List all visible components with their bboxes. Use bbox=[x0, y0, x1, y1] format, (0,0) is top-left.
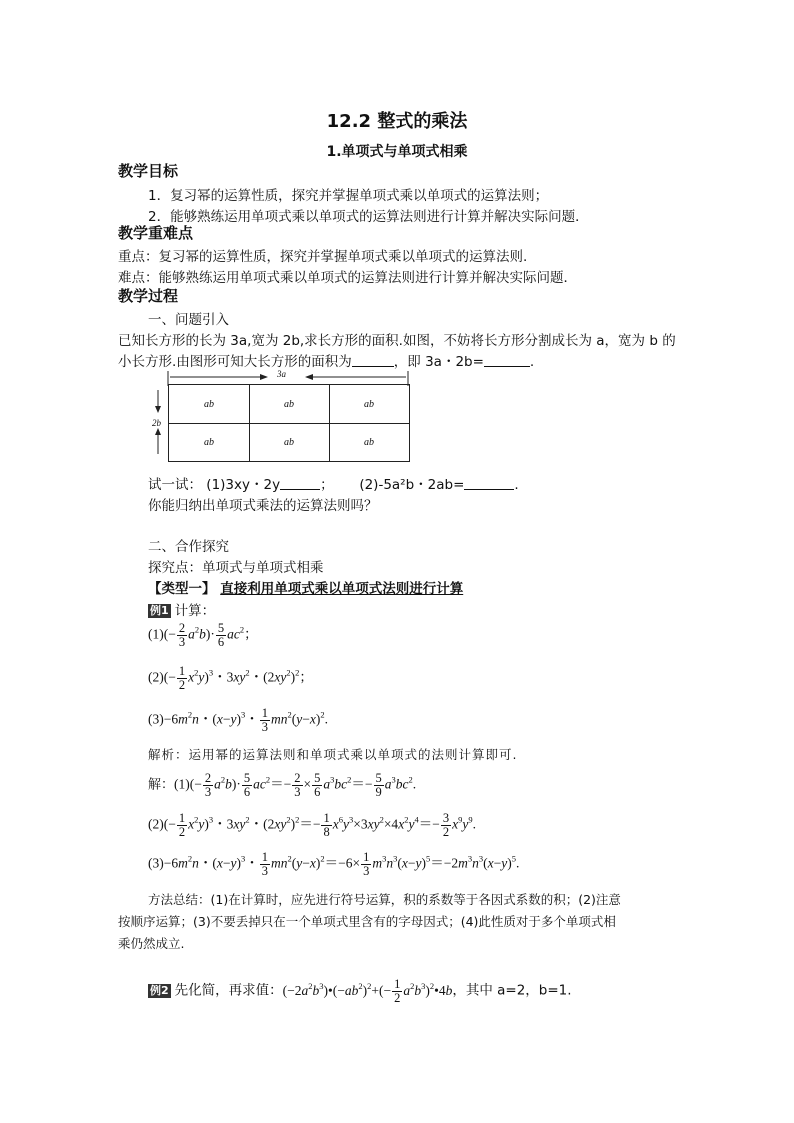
blank-product bbox=[484, 354, 530, 367]
problem-1: (1)(− $\frac{2}{3}$ $a^2b)\cdot$ $\frac{5}{6}$ $ac^2$； bbox=[148, 621, 258, 650]
example2 bbox=[148, 978, 572, 1005]
example2-tail: ，其中 a=2，b=1. bbox=[452, 982, 572, 999]
key-point: 重点：复习幂的运算性质，探究并掌握单项式乘以单项式的运算法则. bbox=[118, 249, 528, 265]
section-heading-process: 教学过程 bbox=[118, 287, 179, 305]
figure-cell: ab bbox=[364, 436, 374, 448]
example2-expression: $(-2a^2b^3)•(-ab^2)^2+(-$ $\frac{1}{2}$ $a^2b^3)^2•4b$ bbox=[282, 977, 453, 1006]
example2-tag: 例2 bbox=[150, 983, 169, 997]
try-2: (2)-5a²b・2ab= bbox=[359, 477, 465, 493]
section-heading-goals: 教学目标 bbox=[118, 162, 179, 180]
method-line-1: 方法总结：(1)在计算时，应先进行符号运算，积的系数等于各因式系数的积；(2)注意 bbox=[148, 892, 621, 907]
figure-cell: ab bbox=[284, 398, 294, 410]
try-line: 试一试： (1)3xy・2y ； (2)-5a²b・2ab= . bbox=[148, 477, 519, 493]
difficult-point: 难点：能够熟练运用单项式乘以单项式的运算法则进行计算并解决实际问题． bbox=[118, 270, 577, 286]
section-heading-keys: 教学重难点 bbox=[118, 224, 194, 242]
try-1: (1)3xy・2y bbox=[206, 477, 281, 493]
figure-top-label: 3a bbox=[277, 369, 286, 379]
goal-item-1: 1．复习幂的运算性质，探究并掌握单项式乘以单项式的运算法则； bbox=[148, 188, 549, 204]
type1-tag: 【类型一】 bbox=[148, 581, 216, 597]
analysis: 解析：运用幂的运算法则和单项式乘以单项式的法则计算即可. bbox=[148, 747, 518, 762]
method-line-3: 乘仍然成立. bbox=[118, 936, 185, 951]
page-title: 12.2 整式的乘法 bbox=[326, 111, 468, 132]
intro-line-2b: ，即 3a・2b= bbox=[393, 354, 484, 370]
figure-cell: ab bbox=[204, 436, 214, 448]
method-line-2: 按顺序运算；(3)不要丢掉只在一个单项式里含有的字母因式；(4)此性质对于多个单项式相 bbox=[118, 914, 616, 929]
example1-label: 计算： bbox=[174, 603, 216, 619]
goal-item-2: 2．能够熟练运用单项式乘以单项式的运算法则进行计算并解决实际问题． bbox=[148, 209, 589, 225]
question: 你能归纳出单项式乘法的运算法则吗？ bbox=[148, 498, 378, 514]
intro-line-1: 已知长方形的长为 3a,宽为 2b,求长方形的面积.如图，不妨将长方形分割成长为 a，宽为 b 的 bbox=[118, 333, 676, 349]
problem-2: (2)(− $\frac{1}{2}$ $x^2y)^3$・$3xy^2$・$(2xy^2)^2$； bbox=[148, 664, 313, 693]
try-label: 试一试： bbox=[148, 477, 202, 493]
figure-cell: ab bbox=[204, 398, 214, 410]
page-subtitle: 1.单项式与单项式相乘 bbox=[326, 144, 468, 160]
type1-title: 直接利用单项式乘以单项式法则进行计算 bbox=[220, 581, 464, 597]
figure-grid bbox=[168, 384, 410, 462]
part2-heading: 二、合作探究 bbox=[148, 539, 229, 555]
figure-cell: ab bbox=[284, 436, 294, 448]
solution-1: 解：(1)(− $\frac{2}{3}$ $a^2b)\cdot$ $\frac{5}{6}$ $ac^2=-$ $\frac{2}{3}$ × $\frac{5}{6}$ $a^3bc^2=-$ $\frac{5}{9}$ $a^3bc^2$. bbox=[148, 771, 417, 800]
problem-3: $(3)-6m^2n$・$(x-y)^3$・ $\frac{1}{3}$ $mn^2(y-x)^2$. bbox=[148, 706, 328, 735]
example2-text: 先化简，再求值： bbox=[174, 982, 283, 999]
solution-3: $(3)-6m^2n$・$(x-y)^3$・ $\frac{1}{3}$ $mn^2(y-x)^2=-6\times$ $\frac{1}{3}$ $m^3n^3(x-y)^5=-2m^3n^3(x-y)^5$. bbox=[148, 850, 520, 879]
figure-side-label: 2b bbox=[152, 418, 161, 428]
explore-point: 探究点：单项式与单项式相乘 bbox=[148, 560, 324, 576]
figure-cell: ab bbox=[364, 398, 374, 410]
intro-line-2: 小长方形.由图形可知大长方形的面积为 ，即 3a・2b= . bbox=[118, 354, 535, 370]
part1-heading: 一、问题引入 bbox=[148, 312, 229, 328]
solution-2: (2)(− $\frac{1}{2}$ $x^2y)^3$・$3xy^2$・$(2xy^2)^2=-$ $\frac{1}{8}$ $x^6y^3\times 3xy^2\times 4x^2y^4=-$ $\frac{3}{2}$ $x^9y^9$. bbox=[148, 811, 476, 840]
example1-tag: 例1 bbox=[150, 604, 169, 617]
example1-header bbox=[148, 599, 215, 619]
type1-heading bbox=[148, 577, 463, 597]
intro-line-2a: 小长方形.由图形可知大长方形的面积为 bbox=[118, 354, 352, 370]
